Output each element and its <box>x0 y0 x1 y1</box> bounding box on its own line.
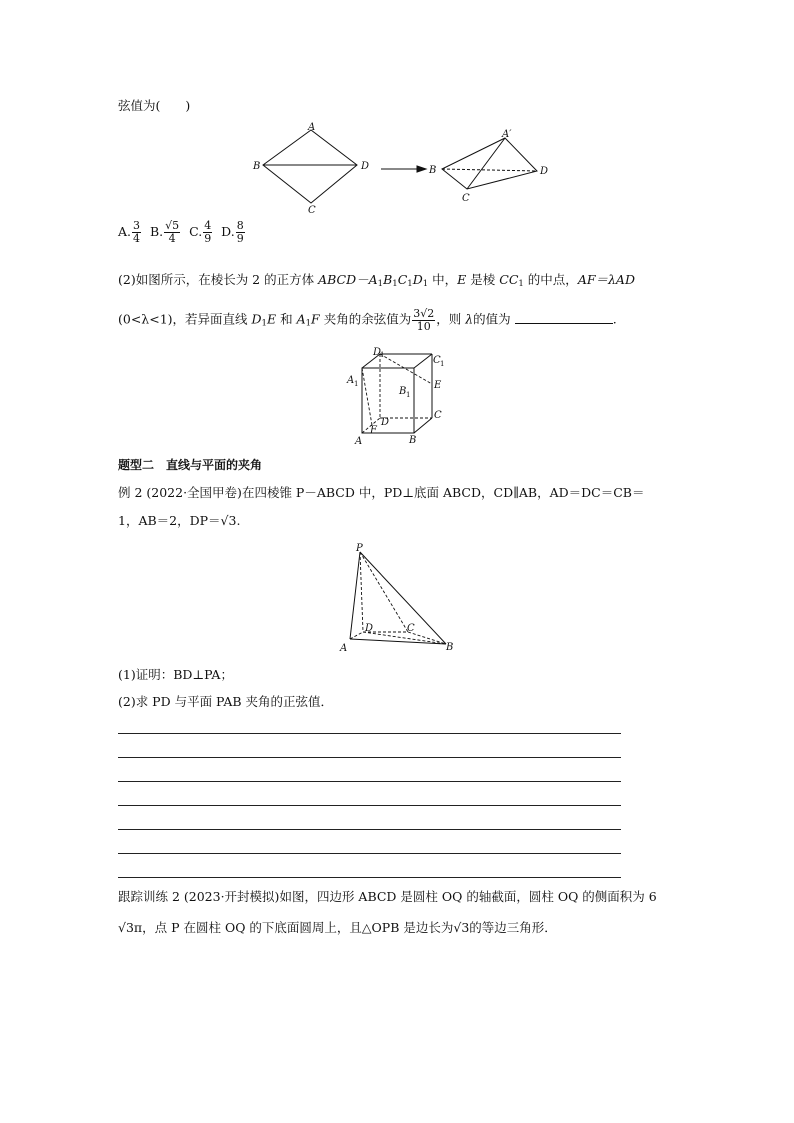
cube-figure <box>340 346 450 450</box>
pyramid-label-c: C <box>407 623 415 634</box>
answer-blank[interactable] <box>515 313 613 324</box>
cube-label-a: A <box>355 436 363 447</box>
folded-label-c: C <box>462 193 470 204</box>
pyramid-figure <box>336 540 461 657</box>
option-c[interactable]: C. $\frac{4}{9}$ <box>189 219 212 245</box>
pyramid-label-d: D <box>365 623 374 634</box>
track2-line1: 跟踪训练 2 (2023·开封模拟)如图，四边形 ABCD 是圆柱 OQ 的轴截面，圆柱 OQ 的侧面积为 6 <box>118 889 657 904</box>
svg-text:1: 1 <box>354 380 359 388</box>
answer-line[interactable] <box>118 733 621 734</box>
rhombus-label-a: A <box>308 122 316 133</box>
cube-label-c: C <box>434 410 442 421</box>
answer-line[interactable] <box>118 829 621 830</box>
pyramid-label-b: B <box>446 642 454 653</box>
svg-text:1: 1 <box>406 391 411 399</box>
cube-label-b1: B <box>399 386 407 397</box>
cube-label-c1: C <box>433 355 441 366</box>
pyramid-label-a: A <box>340 643 348 654</box>
folded-label-d: D <box>540 166 549 177</box>
cube-label-d1: D <box>373 347 382 358</box>
rhombus-label-c: C <box>308 205 316 214</box>
folded-label-a: A′ <box>502 129 512 140</box>
folded-label-b: B <box>429 165 437 176</box>
cube-label-b: B <box>409 435 417 446</box>
q2-line2: (0<λ<1)，若异面直线 $D_1E$ 和 $A_1F$ 夹角的余弦值为 $\frac{3√2}{10}$ ，则 λ的值为 . <box>118 307 617 333</box>
section-title: 题型二 直线与平面的夹角 <box>118 458 263 472</box>
option-d[interactable]: D. $\frac{8}{9}$ <box>221 219 244 245</box>
rhombus-fold-figure <box>240 118 560 214</box>
answer-line[interactable] <box>118 781 621 782</box>
q2-line1: (2)如图所示，在棱长为 2 的正方体 $ABCD-A_1B_1C_1D_1$ 中，E 是棱 $CC_1$ 的中点，AF＝λAD <box>118 272 635 289</box>
answer-line[interactable] <box>118 757 621 758</box>
option-b[interactable]: B. $\frac{√5}{4}$ <box>149 219 180 245</box>
answer-line[interactable] <box>118 853 621 854</box>
example2-line2: 1，AB＝2，DP＝√3. <box>118 513 241 528</box>
answer-line[interactable] <box>118 805 621 806</box>
rhombus-label-d: D <box>361 161 370 172</box>
svg-text:1: 1 <box>380 351 385 359</box>
vector-relation: AF＝λAD <box>577 272 635 287</box>
cube-label-f: F <box>370 425 377 436</box>
q1-options <box>118 220 246 244</box>
cube-label-e: E <box>434 380 442 391</box>
rhombus-label-b: B <box>253 161 261 172</box>
cube-label-a1: A <box>347 375 355 386</box>
pyramid-label-p: P <box>356 543 363 554</box>
answer-line[interactable] <box>118 877 621 878</box>
example2-line1: 例 2 (2022·全国甲卷)在四棱锥 P－ABCD 中，PD⊥底面 ABCD，CD∥AB，AD＝DC＝CB＝ <box>118 485 645 500</box>
example2-question2: (2)求 PD 与平面 PAB 夹角的正弦值． <box>118 694 334 709</box>
example2-question1: (1)证明：BD⊥PA； <box>118 667 233 682</box>
svg-text:1: 1 <box>440 360 445 368</box>
option-a[interactable]: A. $\frac{3}{4}$ <box>118 219 141 245</box>
track2-line2: √3π，点 P 在圆柱 OQ 的下底面圆周上，且△OPB 是边长为√3的等边三角形． <box>118 920 557 935</box>
cube-label-d: D <box>381 417 390 428</box>
q1-tail: 弦值为( ) <box>118 98 191 113</box>
